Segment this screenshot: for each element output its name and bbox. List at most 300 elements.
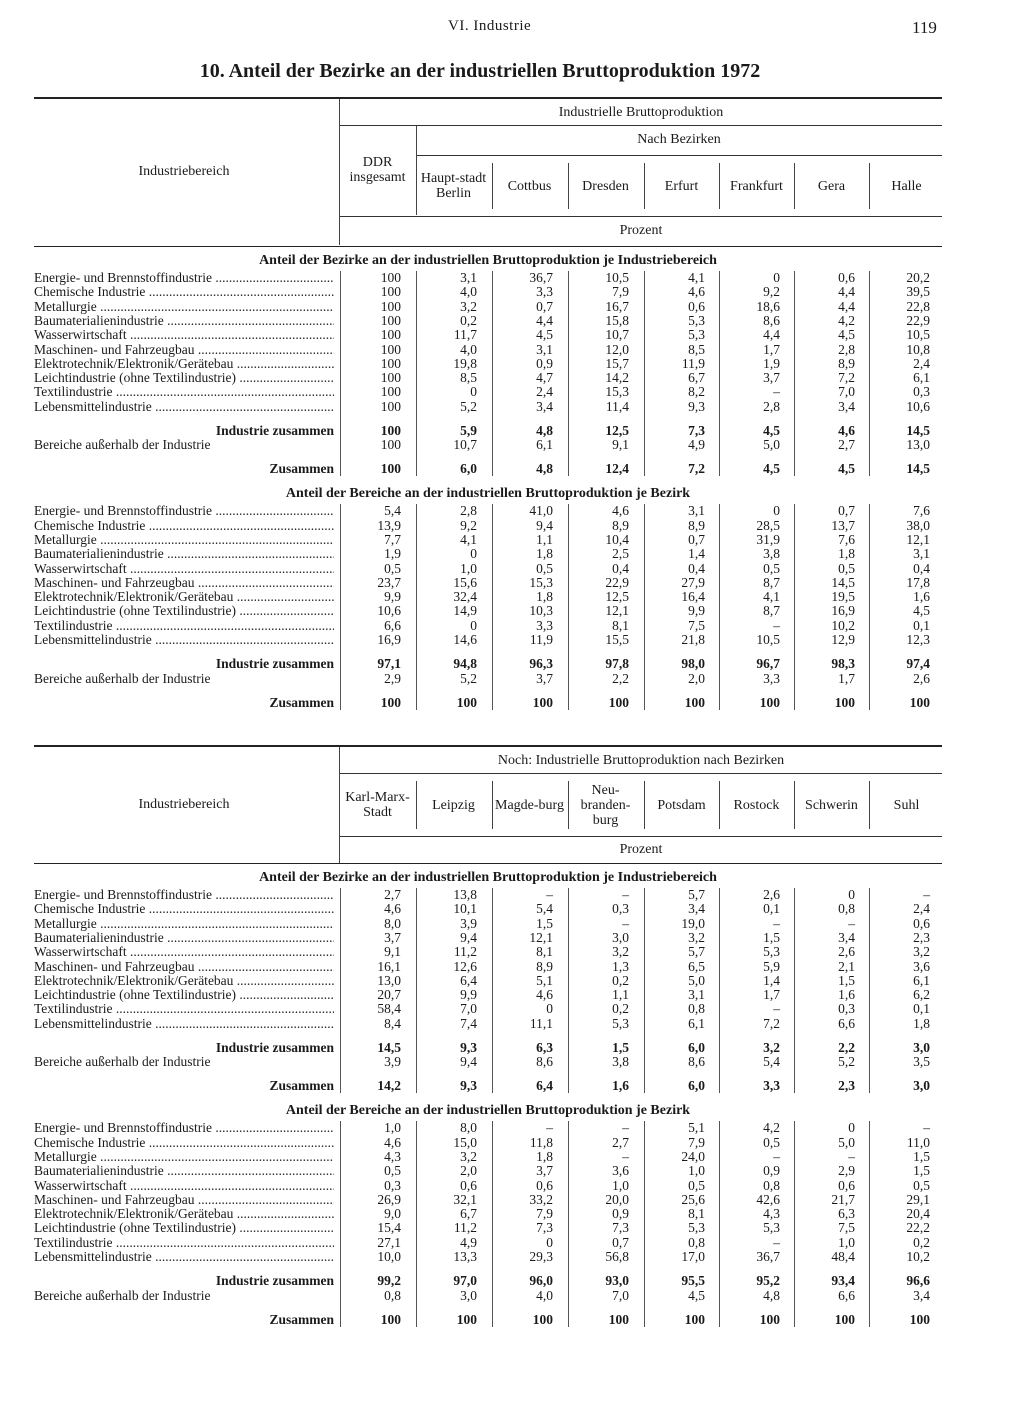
- cell: 0,2: [612, 1001, 629, 1017]
- subtotal-row: [34, 657, 942, 671]
- cell: 10,1: [453, 901, 477, 917]
- subtotal-row: [34, 1274, 942, 1288]
- table-row: [34, 974, 942, 988]
- cell: 2,2: [838, 1040, 855, 1055]
- cell: 1,0: [460, 560, 477, 576]
- row-label: Bereiche außerhalb der Industrie: [34, 1288, 211, 1303]
- table-row: [34, 285, 942, 299]
- cell: 100: [380, 355, 401, 371]
- cell: 2,9: [384, 670, 401, 686]
- cell: 100: [834, 1311, 855, 1327]
- row-label: Lebensmittelindustrie .....: [34, 400, 334, 414]
- cell: 0,5: [536, 560, 553, 576]
- cell: 96,7: [756, 656, 780, 672]
- row-label: Metallurgie .....: [34, 533, 334, 547]
- cell: 1,8: [536, 589, 553, 605]
- cell: 93,0: [605, 1273, 629, 1289]
- cell: 0: [773, 503, 780, 519]
- cell: –: [923, 1120, 930, 1136]
- section-name: VI. Industrie: [448, 18, 532, 34]
- row-label: Elektrotechnik/Elektronik/Gerätebau .....: [34, 974, 334, 988]
- cell: 99,2: [377, 1273, 401, 1289]
- cell: 1,7: [763, 987, 780, 1003]
- cell: 17,8: [906, 574, 930, 590]
- total-row: [34, 696, 942, 710]
- cell: 2,4: [536, 384, 553, 400]
- cell: 18,6: [756, 298, 780, 314]
- row-label: Metallurgie .....: [34, 300, 334, 314]
- row-label: Maschinen- und Fahrzeugbau .....: [34, 576, 334, 590]
- cell: 32,4: [453, 589, 477, 605]
- cell: 8,1: [688, 1206, 705, 1222]
- cell: 14,6: [453, 632, 477, 647]
- row-label: Wasserwirtschaft .....: [34, 1179, 334, 1193]
- cell: 6,1: [536, 437, 553, 453]
- cell: 12,5: [605, 589, 629, 605]
- cell: 15,4: [377, 1220, 401, 1236]
- cell: 0: [546, 1234, 553, 1250]
- cell: 31,9: [756, 531, 780, 547]
- cell: 9,4: [460, 929, 477, 945]
- table-row: [34, 547, 942, 561]
- cell: 100: [380, 1311, 401, 1327]
- table-row: [34, 385, 942, 399]
- cell: 5,0: [763, 437, 780, 453]
- cell: 0,3: [913, 384, 930, 400]
- cell: 5,2: [460, 670, 477, 686]
- cell: 100: [380, 327, 401, 343]
- row-label: Industrie zusammen: [215, 424, 334, 438]
- cell: 100: [380, 284, 401, 300]
- cell: 12,6: [453, 958, 477, 974]
- cell: 8,7: [763, 574, 780, 590]
- cell: 11,2: [453, 1220, 477, 1236]
- table-1: [34, 97, 942, 727]
- cell: 9,3: [460, 1078, 477, 1094]
- cell: 7,4: [460, 1015, 477, 1031]
- cell: 4,1: [688, 270, 705, 285]
- cell: 100: [380, 384, 401, 400]
- table-row: [34, 314, 942, 328]
- cell: 0,5: [763, 560, 780, 576]
- row-label: Leichtindustrie (ohne Textilindustrie) .....: [34, 988, 334, 1002]
- table-row: [34, 562, 942, 576]
- table-row: [34, 519, 942, 533]
- cell: 16,1: [377, 958, 401, 974]
- cell: 3,1: [460, 270, 477, 285]
- cell: 0,7: [688, 531, 705, 547]
- table-row: [34, 604, 942, 618]
- row-label: Metallurgie .....: [34, 1150, 334, 1164]
- cell: 100: [380, 398, 401, 414]
- table-row: [34, 1150, 942, 1164]
- cell: 0,5: [763, 1134, 780, 1150]
- table-row: [34, 988, 942, 1002]
- cell: 29,3: [529, 1249, 553, 1264]
- cell: 5,1: [536, 972, 553, 988]
- cell: 2,2: [612, 670, 629, 686]
- cell: 6,0: [688, 1040, 705, 1055]
- cell: 7,6: [838, 531, 855, 547]
- cell: 2,8: [838, 341, 855, 357]
- cell: 7,0: [612, 1287, 629, 1303]
- cell: 0,5: [384, 560, 401, 576]
- row-label: Elektrotechnik/Elektronik/Gerätebau .....: [34, 357, 334, 371]
- table-2: [34, 745, 942, 1345]
- cell: 1,5: [913, 1148, 930, 1164]
- cell: 7,3: [612, 1220, 629, 1236]
- cell: 1,3: [612, 958, 629, 974]
- cell: 14,5: [906, 461, 930, 477]
- cell: 15,0: [453, 1134, 477, 1150]
- cell: 3,2: [763, 1040, 780, 1055]
- table-row: [34, 1017, 942, 1031]
- cell: 19,0: [681, 915, 705, 931]
- row-label: Baumaterialienindustrie .....: [34, 547, 334, 561]
- cell: 16,7: [605, 298, 629, 314]
- cell: 8,6: [763, 312, 780, 328]
- subtotal-row: [34, 424, 942, 438]
- cell: 2,1: [838, 958, 855, 974]
- cell: 6,6: [838, 1015, 855, 1031]
- cell: 13,3: [453, 1249, 477, 1264]
- cell: 7,7: [384, 531, 401, 547]
- cell: 10,6: [906, 398, 930, 414]
- cell: 9,2: [763, 284, 780, 300]
- cell: 9,9: [688, 603, 705, 619]
- column-header-2: Cottbus: [507, 178, 552, 194]
- row-label: Bereiche außerhalb der Industrie: [34, 1055, 211, 1070]
- cell: 0,5: [688, 1177, 705, 1193]
- cell: 100: [532, 1311, 553, 1327]
- cell: 4,1: [460, 531, 477, 547]
- cell: 19,5: [831, 589, 855, 605]
- column-header-5: Rostock: [733, 797, 780, 813]
- cell: 0: [470, 546, 477, 562]
- cell: 0,5: [838, 560, 855, 576]
- cell: –: [546, 887, 553, 902]
- cell: 15,7: [605, 355, 629, 371]
- row-label: Maschinen- und Fahrzeugbau .....: [34, 1193, 334, 1207]
- table-row: [34, 1193, 942, 1207]
- table-row: [34, 1207, 942, 1221]
- cell: 3,7: [384, 929, 401, 945]
- cell: 5,9: [763, 958, 780, 974]
- cell: 4,0: [460, 341, 477, 357]
- cell: 14,5: [906, 423, 930, 438]
- cell: 3,9: [460, 915, 477, 931]
- cell: 19,8: [453, 355, 477, 371]
- cell: 7,9: [536, 1206, 553, 1222]
- cell: 1,8: [536, 1148, 553, 1164]
- cell: 4,0: [536, 1287, 553, 1303]
- cell: 0,7: [612, 1234, 629, 1250]
- cell: 7,5: [838, 1220, 855, 1236]
- cell: 4,3: [384, 1148, 401, 1164]
- cell: 100: [909, 694, 930, 710]
- cell: 2,8: [763, 398, 780, 414]
- column-header-6: Gera: [817, 178, 846, 194]
- cell: 2,6: [838, 944, 855, 960]
- row-label: Elektrotechnik/Elektronik/Gerätebau .....: [34, 1207, 334, 1221]
- row-label: Baumaterialienindustrie .....: [34, 931, 334, 945]
- cell: 2,7: [838, 437, 855, 453]
- cell: 1,5: [838, 972, 855, 988]
- cell: 10,0: [377, 1249, 401, 1264]
- cell: 3,3: [763, 1078, 780, 1094]
- cell: 8,2: [688, 384, 705, 400]
- cell: 1,7: [838, 670, 855, 686]
- cell: 58,4: [377, 1001, 401, 1017]
- cell: 1,8: [838, 546, 855, 562]
- cell: –: [622, 1148, 629, 1164]
- row-label: Chemische Industrie .....: [34, 285, 334, 299]
- cell: 97,0: [453, 1273, 477, 1289]
- cell: 4,6: [688, 284, 705, 300]
- cell: 0,3: [612, 901, 629, 917]
- cell: 8,4: [384, 1015, 401, 1031]
- cell: 2,7: [612, 1134, 629, 1150]
- cell: 4,6: [838, 423, 855, 438]
- cell: 13,9: [377, 517, 401, 533]
- cell: 6,5: [688, 958, 705, 974]
- cell: 100: [532, 694, 553, 710]
- cell: 4,5: [838, 327, 855, 343]
- cell: 14,2: [605, 370, 629, 386]
- cell: 8,7: [763, 603, 780, 619]
- cell: 3,1: [688, 987, 705, 1003]
- cell: –: [773, 1001, 780, 1017]
- cell: 16,9: [831, 603, 855, 619]
- cell: 100: [380, 270, 401, 285]
- cell: –: [773, 1234, 780, 1250]
- cell: 10,8: [906, 341, 930, 357]
- cell: 1,1: [612, 987, 629, 1003]
- cell: 93,4: [831, 1273, 855, 1289]
- cell: 8,6: [536, 1054, 553, 1070]
- cell: 7,2: [688, 461, 705, 477]
- cell: 100: [684, 694, 705, 710]
- cell: 9,1: [612, 437, 629, 453]
- total-row: [34, 462, 942, 476]
- cell: 15,8: [605, 312, 629, 328]
- cell: 0,4: [688, 560, 705, 576]
- cell: 8,1: [612, 617, 629, 633]
- cell: 13,0: [906, 437, 930, 453]
- cell: 14,2: [377, 1078, 401, 1094]
- cell: 100: [380, 437, 401, 453]
- cell: 5,7: [688, 887, 705, 902]
- cell: 3,3: [536, 617, 553, 633]
- cell: 0,8: [838, 901, 855, 917]
- table-row: [34, 672, 942, 686]
- cell: 15,6: [453, 574, 477, 590]
- cell: 8,1: [536, 944, 553, 960]
- cell: 1,6: [913, 589, 930, 605]
- group-header: Noch: Industrielle Bruttoproduktion nach Bezirken: [497, 752, 785, 768]
- cell: 5,0: [688, 972, 705, 988]
- cell: 3,2: [460, 298, 477, 314]
- cell: 13,8: [453, 887, 477, 902]
- cell: 3,2: [688, 929, 705, 945]
- cell: 5,1: [688, 1120, 705, 1136]
- table-row: [34, 917, 942, 931]
- cell: 10,3: [529, 603, 553, 619]
- row-label: Baumaterialienindustrie .....: [34, 1164, 334, 1178]
- cell: 4,5: [838, 461, 855, 477]
- cell: 4,0: [460, 284, 477, 300]
- cell: 4,7: [536, 370, 553, 386]
- cell: 8,5: [460, 370, 477, 386]
- cell: 1,7: [763, 341, 780, 357]
- cell: 4,8: [536, 423, 553, 438]
- table-row: [34, 888, 942, 902]
- cell: 4,6: [384, 1134, 401, 1150]
- cell: 3,3: [536, 284, 553, 300]
- unit-header: Prozent: [619, 841, 663, 857]
- row-label: Maschinen- und Fahrzeugbau .....: [34, 343, 334, 357]
- row-label: Textilindustrie .....: [34, 1236, 334, 1250]
- row-label: Leichtindustrie (ohne Textilindustrie) .....: [34, 604, 334, 618]
- cell: 4,9: [460, 1234, 477, 1250]
- cell: 10,7: [453, 437, 477, 453]
- cell: 3,0: [460, 1287, 477, 1303]
- cell: 2,8: [460, 503, 477, 519]
- cell: –: [848, 915, 855, 931]
- table-row: [34, 1250, 942, 1264]
- cell: 5,3: [688, 1220, 705, 1236]
- cell: 4,4: [838, 298, 855, 314]
- cell: 0,1: [913, 617, 930, 633]
- table-row: [34, 590, 942, 604]
- column-header-6: Schwerin: [805, 797, 858, 813]
- cell: 6,0: [688, 1078, 705, 1094]
- cell: 3,8: [763, 546, 780, 562]
- cell: 5,2: [460, 398, 477, 414]
- cell: 17,0: [681, 1249, 705, 1264]
- cell: 0,6: [688, 298, 705, 314]
- cell: 5,3: [763, 944, 780, 960]
- cell: 2,6: [913, 670, 930, 686]
- cell: 3,1: [688, 503, 705, 519]
- cell: 0,2: [460, 312, 477, 328]
- cell: 4,5: [536, 327, 553, 343]
- cell: 2,5: [612, 546, 629, 562]
- cell: 16,4: [681, 589, 705, 605]
- cell: –: [622, 887, 629, 902]
- cell: 100: [834, 694, 855, 710]
- total-row: [34, 1313, 942, 1327]
- cell: 5,0: [838, 1134, 855, 1150]
- cell: 6,0: [460, 461, 477, 477]
- column-header-2: Magde-burg: [495, 797, 564, 813]
- cell: 12,0: [605, 341, 629, 357]
- row-label: Metallurgie .....: [34, 917, 334, 931]
- cell: 4,4: [536, 312, 553, 328]
- cell: 8,9: [688, 517, 705, 533]
- cell: 5,3: [612, 1015, 629, 1031]
- cell: –: [773, 617, 780, 633]
- cell: 0,9: [536, 355, 553, 371]
- cell: 4,6: [612, 503, 629, 519]
- cell: 6,7: [688, 370, 705, 386]
- cell: 12,1: [906, 531, 930, 547]
- cell: 6,1: [913, 370, 930, 386]
- section-heading: Anteil der Bezirke an der industriellen Bruttoproduktion je Industriebereich: [259, 870, 717, 885]
- cell: 1,9: [763, 355, 780, 371]
- cell: –: [622, 915, 629, 931]
- row-label: Wasserwirtschaft .....: [34, 945, 334, 959]
- table-row: [34, 1136, 942, 1150]
- cell: 3,7: [536, 1163, 553, 1179]
- row-label: Baumaterialienindustrie .....: [34, 314, 334, 328]
- cell: 56,8: [605, 1249, 629, 1264]
- table-row: [34, 931, 942, 945]
- row-label-header: Industriebereich: [138, 163, 230, 179]
- table-row: [34, 533, 942, 547]
- cell: 3,4: [838, 398, 855, 414]
- cell: 12,3: [906, 632, 930, 647]
- cell: 0: [470, 617, 477, 633]
- cell: 4,8: [763, 1287, 780, 1303]
- cell: 22,9: [906, 312, 930, 328]
- column-header-7: Halle: [891, 178, 922, 194]
- cell: 8,9: [536, 958, 553, 974]
- cell: 0,8: [763, 1177, 780, 1193]
- cell: 6,3: [838, 1206, 855, 1222]
- cell: 9,0: [384, 1206, 401, 1222]
- row-label: Maschinen- und Fahrzeugbau .....: [34, 960, 334, 974]
- row-label: Industrie zusammen: [215, 1274, 334, 1289]
- cell: 97,4: [906, 656, 930, 672]
- row-label: Bereiche außerhalb der Industrie: [34, 671, 211, 686]
- row-label: Elektrotechnik/Elektronik/Gerätebau .....: [34, 590, 334, 604]
- cell: 1,6: [612, 1078, 629, 1094]
- cell: 2,3: [838, 1078, 855, 1094]
- cell: 1,0: [612, 1177, 629, 1193]
- row-label: Industrie zusammen: [215, 657, 334, 672]
- cell: 10,2: [831, 617, 855, 633]
- cell: –: [546, 1120, 553, 1136]
- cell: 0,7: [838, 503, 855, 519]
- cell: 5,4: [536, 901, 553, 917]
- table-row: [34, 902, 942, 916]
- cell: 5,3: [763, 1220, 780, 1236]
- cell: 0,9: [612, 1206, 629, 1222]
- cell: 100: [684, 1311, 705, 1327]
- cell: 6,2: [913, 987, 930, 1003]
- cell: 11,2: [453, 944, 477, 960]
- cell: 100: [380, 370, 401, 386]
- cell: 6,3: [536, 1040, 553, 1055]
- cell: 100: [380, 341, 401, 357]
- cell: 100: [759, 1311, 780, 1327]
- cell: 0,5: [913, 1177, 930, 1193]
- cell: 8,0: [384, 915, 401, 931]
- row-label: Chemische Industrie .....: [34, 519, 334, 533]
- cell: 22,9: [605, 574, 629, 590]
- cell: 0,4: [612, 560, 629, 576]
- cell: 10,4: [605, 531, 629, 547]
- cell: 2,0: [688, 670, 705, 686]
- cell: 15,3: [605, 384, 629, 400]
- section-heading: Anteil der Bezirke an der industriellen Bruttoproduktion je Industriebereich: [259, 253, 717, 268]
- cell: 5,9: [460, 423, 477, 438]
- cell: 4,5: [913, 603, 930, 619]
- table-row: [34, 1121, 942, 1135]
- table-row: [34, 504, 942, 518]
- cell: 7,0: [838, 384, 855, 400]
